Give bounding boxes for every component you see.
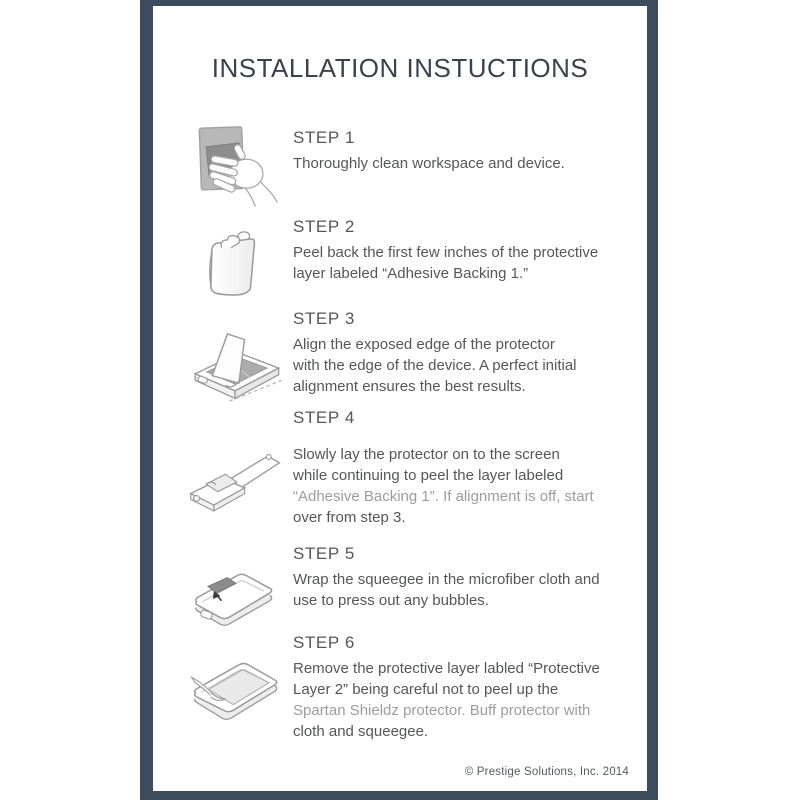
step-body-line: Layer 2” being careful not to peel up the [293, 681, 559, 698]
step-text [293, 542, 600, 611]
step-row-6 [183, 631, 643, 742]
step-body-line: cloth and squeegee. [293, 723, 429, 740]
step-body-line: “Adhesive Backing 1”. If alignment is off, start [293, 488, 594, 505]
peel-backing-film-icon [183, 221, 293, 311]
step-text [293, 631, 600, 742]
step-heading-2: STEP 2 [293, 217, 355, 236]
step-row-4 [183, 406, 643, 528]
step-heading-5: STEP 5 [293, 544, 355, 563]
step-body-line: over from step 3. [293, 509, 406, 526]
step-body-line: Remove the protective layer labled “Protective [293, 660, 600, 677]
step-body-line: with the edge of the device. A perfect initial [293, 357, 577, 374]
step-body-line: alignment ensures the best results. [293, 378, 526, 395]
step-heading-1: STEP 1 [293, 128, 355, 147]
align-protector-edge-icon [183, 315, 293, 405]
instruction-card [140, 0, 658, 800]
step-text [293, 307, 577, 397]
step-row-3 [183, 307, 643, 405]
steps-list [153, 6, 647, 791]
lay-protector-on-screen-icon [183, 438, 293, 528]
step-body-line: while continuing to peel the layer labeled [293, 467, 564, 484]
copyright-text: © Prestige Solutions, Inc. 2014 [464, 766, 629, 778]
step-body [293, 658, 600, 742]
step-body [293, 153, 565, 174]
step-body-line: use to press out any bubbles. [293, 592, 489, 609]
clean-device-hand-icon [183, 122, 293, 212]
step-body [293, 334, 577, 397]
step-heading-6: STEP 6 [293, 633, 355, 652]
squeegee-cloth-icon [183, 550, 293, 640]
step-row-5 [183, 542, 643, 640]
step-row-1 [183, 126, 643, 212]
step-body-line: layer labeled “Adhesive Backing 1.” [293, 265, 529, 282]
step-body-line: Thoroughly clean workspace and device. [293, 155, 565, 172]
step-text [293, 215, 598, 284]
step-text [293, 406, 594, 528]
step-body-line: Peel back the first few inches of the protective [293, 244, 599, 261]
step-body [293, 444, 594, 528]
step-body-line: Align the exposed edge of the protector [293, 336, 555, 353]
step-body [293, 569, 600, 611]
step-body-line: Spartan Shieldz protector. Buff protector with [293, 702, 591, 719]
peel-top-layer-icon [183, 644, 293, 734]
step-body-line: Slowly lay the protector on to the screen [293, 446, 560, 463]
step-row-2 [183, 215, 643, 311]
step-body [293, 242, 598, 284]
step-text [293, 126, 565, 174]
page-title: INSTALLATION INSTUCTIONS [211, 53, 589, 84]
step-body-line: Wrap the squeegee in the microfiber cloth and [293, 571, 600, 588]
step-heading-3: STEP 3 [293, 309, 355, 328]
step-heading-4: STEP 4 [293, 408, 355, 427]
